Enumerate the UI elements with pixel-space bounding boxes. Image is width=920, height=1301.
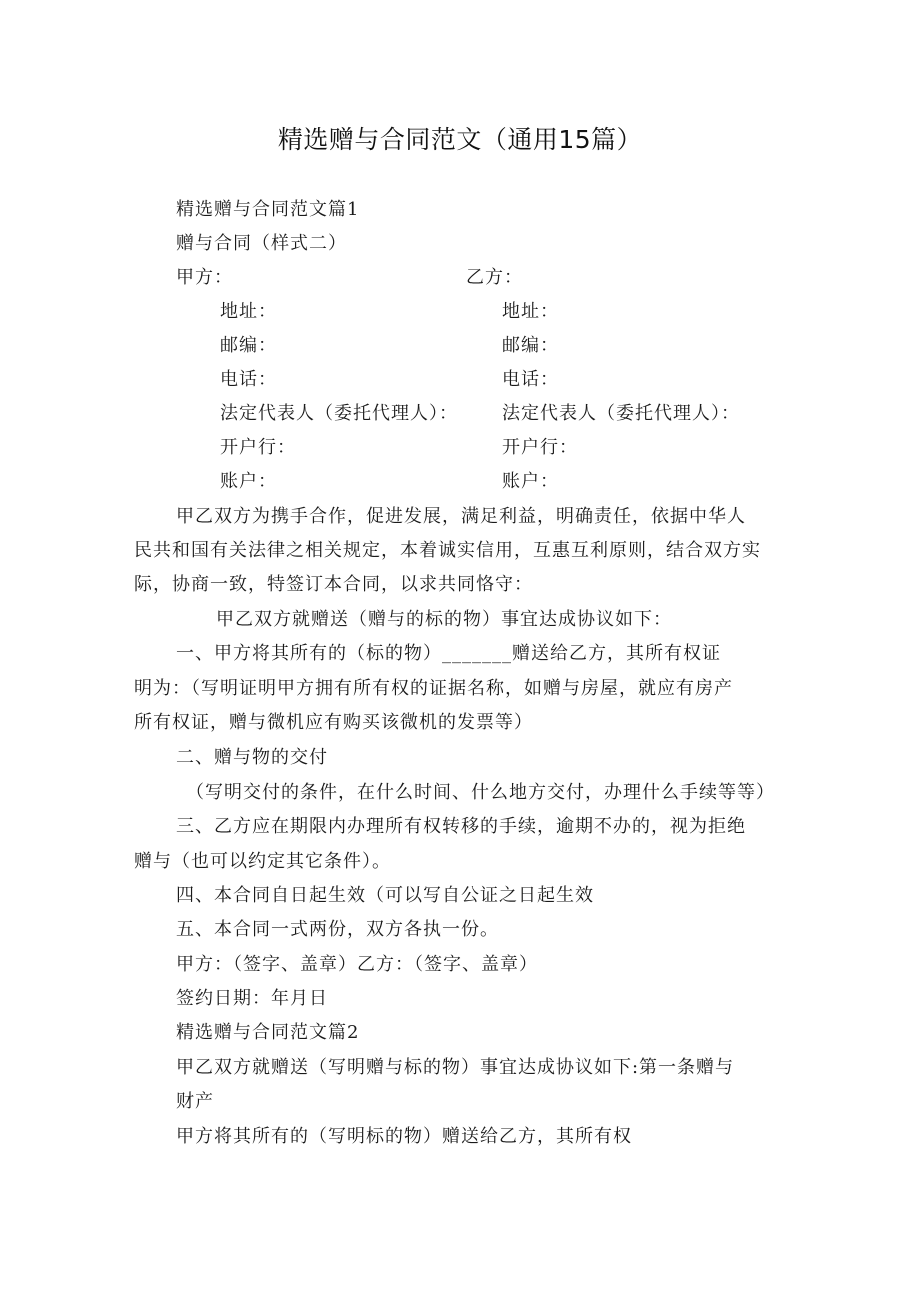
signature-line: 甲方：（签字、盖章）乙方：（签字、盖章）	[176, 954, 538, 975]
party-b-address: 地址：	[502, 301, 559, 322]
clause-1-line-3: 所有权证，赠与微机应有购买该微机的发票等）	[134, 712, 533, 733]
party-a-legal-rep: 法定代表人（委托代理人）：	[220, 403, 458, 424]
party-a-label: 甲方：	[176, 267, 233, 288]
intro-paragraph-line-2: 民共和国有关法律之相关规定，本着诚实信用，互惠互利原则，结合双方实	[134, 540, 761, 561]
party-b-account: 账户：	[502, 471, 559, 492]
party-a-phone: 电话：	[220, 369, 277, 390]
clause-5: 五、本合同一式两份，双方各执一份。	[176, 919, 499, 940]
intro-paragraph-line-1: 甲乙双方为携手合作，促进发展，满足利益，明确责任，依据中华人	[176, 506, 746, 527]
clause-2: 二、赠与物的交付	[176, 747, 328, 768]
document-title: 精选赠与合同范文（通用15篇）	[277, 125, 643, 154]
party-b-legal-rep: 法定代表人（委托代理人）：	[502, 403, 740, 424]
party-b-label: 乙方：	[466, 267, 523, 288]
clause-1-line-2: 明为：（写明证明甲方拥有所有权的证据名称，如赠与房屋，就应有房产	[134, 678, 733, 699]
contract-name: 赠与合同（样式二）	[176, 233, 347, 254]
clause-1-line-1: 一、甲方将其所有的（标的物）_______赠送给乙方，其所有权证	[176, 643, 721, 664]
party-a-account: 账户：	[220, 471, 277, 492]
section-2-line-2: 财产	[176, 1091, 214, 1112]
clause-2-note: （写明交付的条件，在什么时间、什么地方交付，办理什么手续等等）	[186, 782, 775, 803]
party-b-phone: 电话：	[502, 369, 559, 390]
sign-date: 签约日期：年月日	[176, 988, 328, 1009]
section-2-line-3: 甲方将其所有的（写明标的物）赠送给乙方，其所有权	[176, 1126, 632, 1147]
agreement-line: 甲乙双方就赠送（赠与的标的物）事宜达成协议如下：	[216, 609, 672, 630]
party-b-bank: 开户行：	[502, 437, 578, 458]
party-b-postcode: 邮编：	[502, 335, 559, 356]
party-a-postcode: 邮编：	[220, 335, 277, 356]
section-2-line-1: 甲乙双方就赠送（写明赠与标的物）事宜达成协议如下:第一条赠与	[176, 1057, 735, 1078]
clause-3-line-1: 三、乙方应在期限内办理所有权转移的手续，逾期不办的，视为拒绝	[176, 816, 746, 837]
section-heading-1: 精选赠与合同范文篇1	[176, 199, 360, 220]
party-a-bank: 开户行：	[220, 437, 296, 458]
intro-paragraph-line-3: 际，协商一致，特签订本合同，以求共同恪守：	[134, 574, 533, 595]
section-heading-2: 精选赠与合同范文篇2	[176, 1022, 360, 1043]
party-a-address: 地址：	[220, 301, 277, 322]
clause-4: 四、本合同自日起生效（可以写自公证之日起生效	[176, 885, 594, 906]
clause-3-line-2: 赠与（也可以约定其它条件）。	[134, 851, 391, 872]
